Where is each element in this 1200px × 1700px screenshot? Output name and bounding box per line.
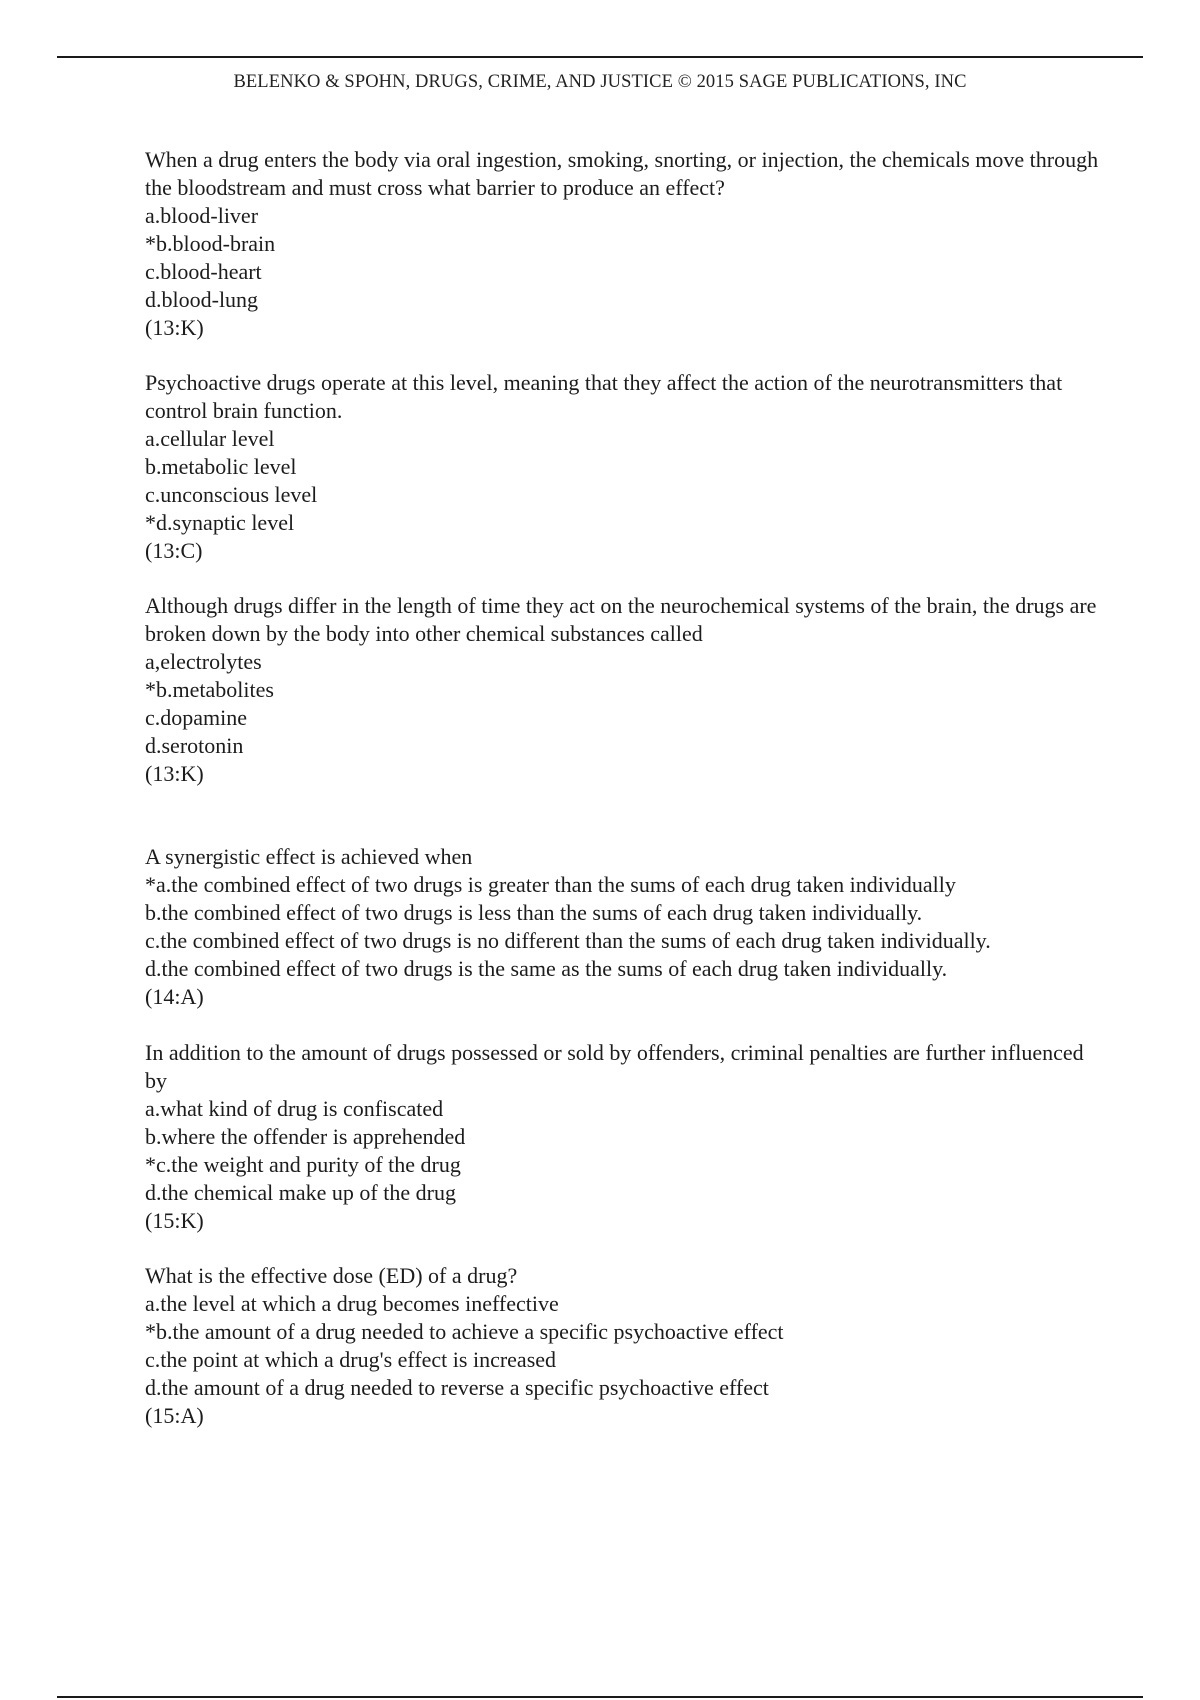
answer-option-correct: *b.blood-brain [145, 231, 276, 256]
question-block [145, 1262, 1105, 1430]
question-stem: When a drug enters the body via oral ingestion, smoking, snorting, or injection, the chemicals move through the bloodstream and must cross what barrier to produce an effect? [145, 147, 1099, 200]
question-reference: (13:C) [145, 538, 203, 563]
question-stem: What is the effective dose (ED) of a drug? [145, 1263, 518, 1288]
answer-option: d.the combined effect of two drugs is the same as the sums of each drug taken individually. [145, 956, 948, 981]
answer-option-correct: *c.the weight and purity of the drug [145, 1152, 461, 1177]
question-block [145, 146, 1105, 342]
answer-option-correct: *d.synaptic level [145, 510, 295, 535]
answer-option: a,electrolytes [145, 649, 262, 674]
answer-option: c.unconscious level [145, 482, 318, 507]
answer-option: c.the point at which a drug's effect is increased [145, 1347, 557, 1372]
answer-option: d.the amount of a drug needed to reverse a specific psychoactive effect [145, 1375, 769, 1400]
answer-option: c.blood-heart [145, 259, 262, 284]
bottom-rule [57, 1696, 1143, 1698]
question-block [145, 369, 1105, 565]
answer-option-correct: *a.the combined effect of two drugs is greater than the sums of each drug taken individually [145, 872, 956, 897]
question-block [145, 592, 1105, 788]
answer-option-correct: *b.the amount of a drug needed to achieve a specific psychoactive effect [145, 1319, 784, 1344]
question-reference: (14:A) [145, 984, 204, 1009]
question-stem: Although drugs differ in the length of time they act on the neurochemical systems of the brain, the drugs are broken down by the body into other chemical substances called [145, 593, 1097, 646]
question-block [145, 1039, 1105, 1235]
answer-option: a.what kind of drug is confiscated [145, 1096, 444, 1121]
answer-option: c.dopamine [145, 705, 248, 730]
answer-option: b.the combined effect of two drugs is less than the sums of each drug taken individually. [145, 900, 923, 925]
answer-option: b.metabolic level [145, 454, 297, 479]
answer-option: a.cellular level [145, 426, 275, 451]
question-reference: (13:K) [145, 761, 204, 786]
answer-option: d.serotonin [145, 733, 244, 758]
question-stem: Psychoactive drugs operate at this level, meaning that they affect the action of the neurotransmitters that control brain function. [145, 370, 1063, 423]
question-reference: (13:K) [145, 315, 204, 340]
answer-option: a.blood-liver [145, 203, 259, 228]
answer-option: c.the combined effect of two drugs is no different than the sums of each drug taken individually. [145, 928, 991, 953]
top-rule [57, 56, 1143, 58]
answer-option: a.the level at which a drug becomes ineffective [145, 1291, 559, 1316]
answer-option: b.where the offender is apprehended [145, 1124, 466, 1149]
answer-option: d.the chemical make up of the drug [145, 1180, 456, 1205]
question-reference: (15:A) [145, 1403, 204, 1428]
answer-option: d.blood-lung [145, 287, 259, 312]
question-stem: A synergistic effect is achieved when [145, 844, 473, 869]
page-header: BELENKO & SPOHN, DRUGS, CRIME, AND JUSTICE © 2015 SAGE PUBLICATIONS, INC [233, 72, 967, 92]
question-block [145, 843, 1105, 1011]
answer-option-correct: *b.metabolites [145, 677, 274, 702]
question-stem: In addition to the amount of drugs possessed or sold by offenders, criminal penalties are further influenced by [145, 1040, 1084, 1093]
question-reference: (15:K) [145, 1208, 204, 1233]
